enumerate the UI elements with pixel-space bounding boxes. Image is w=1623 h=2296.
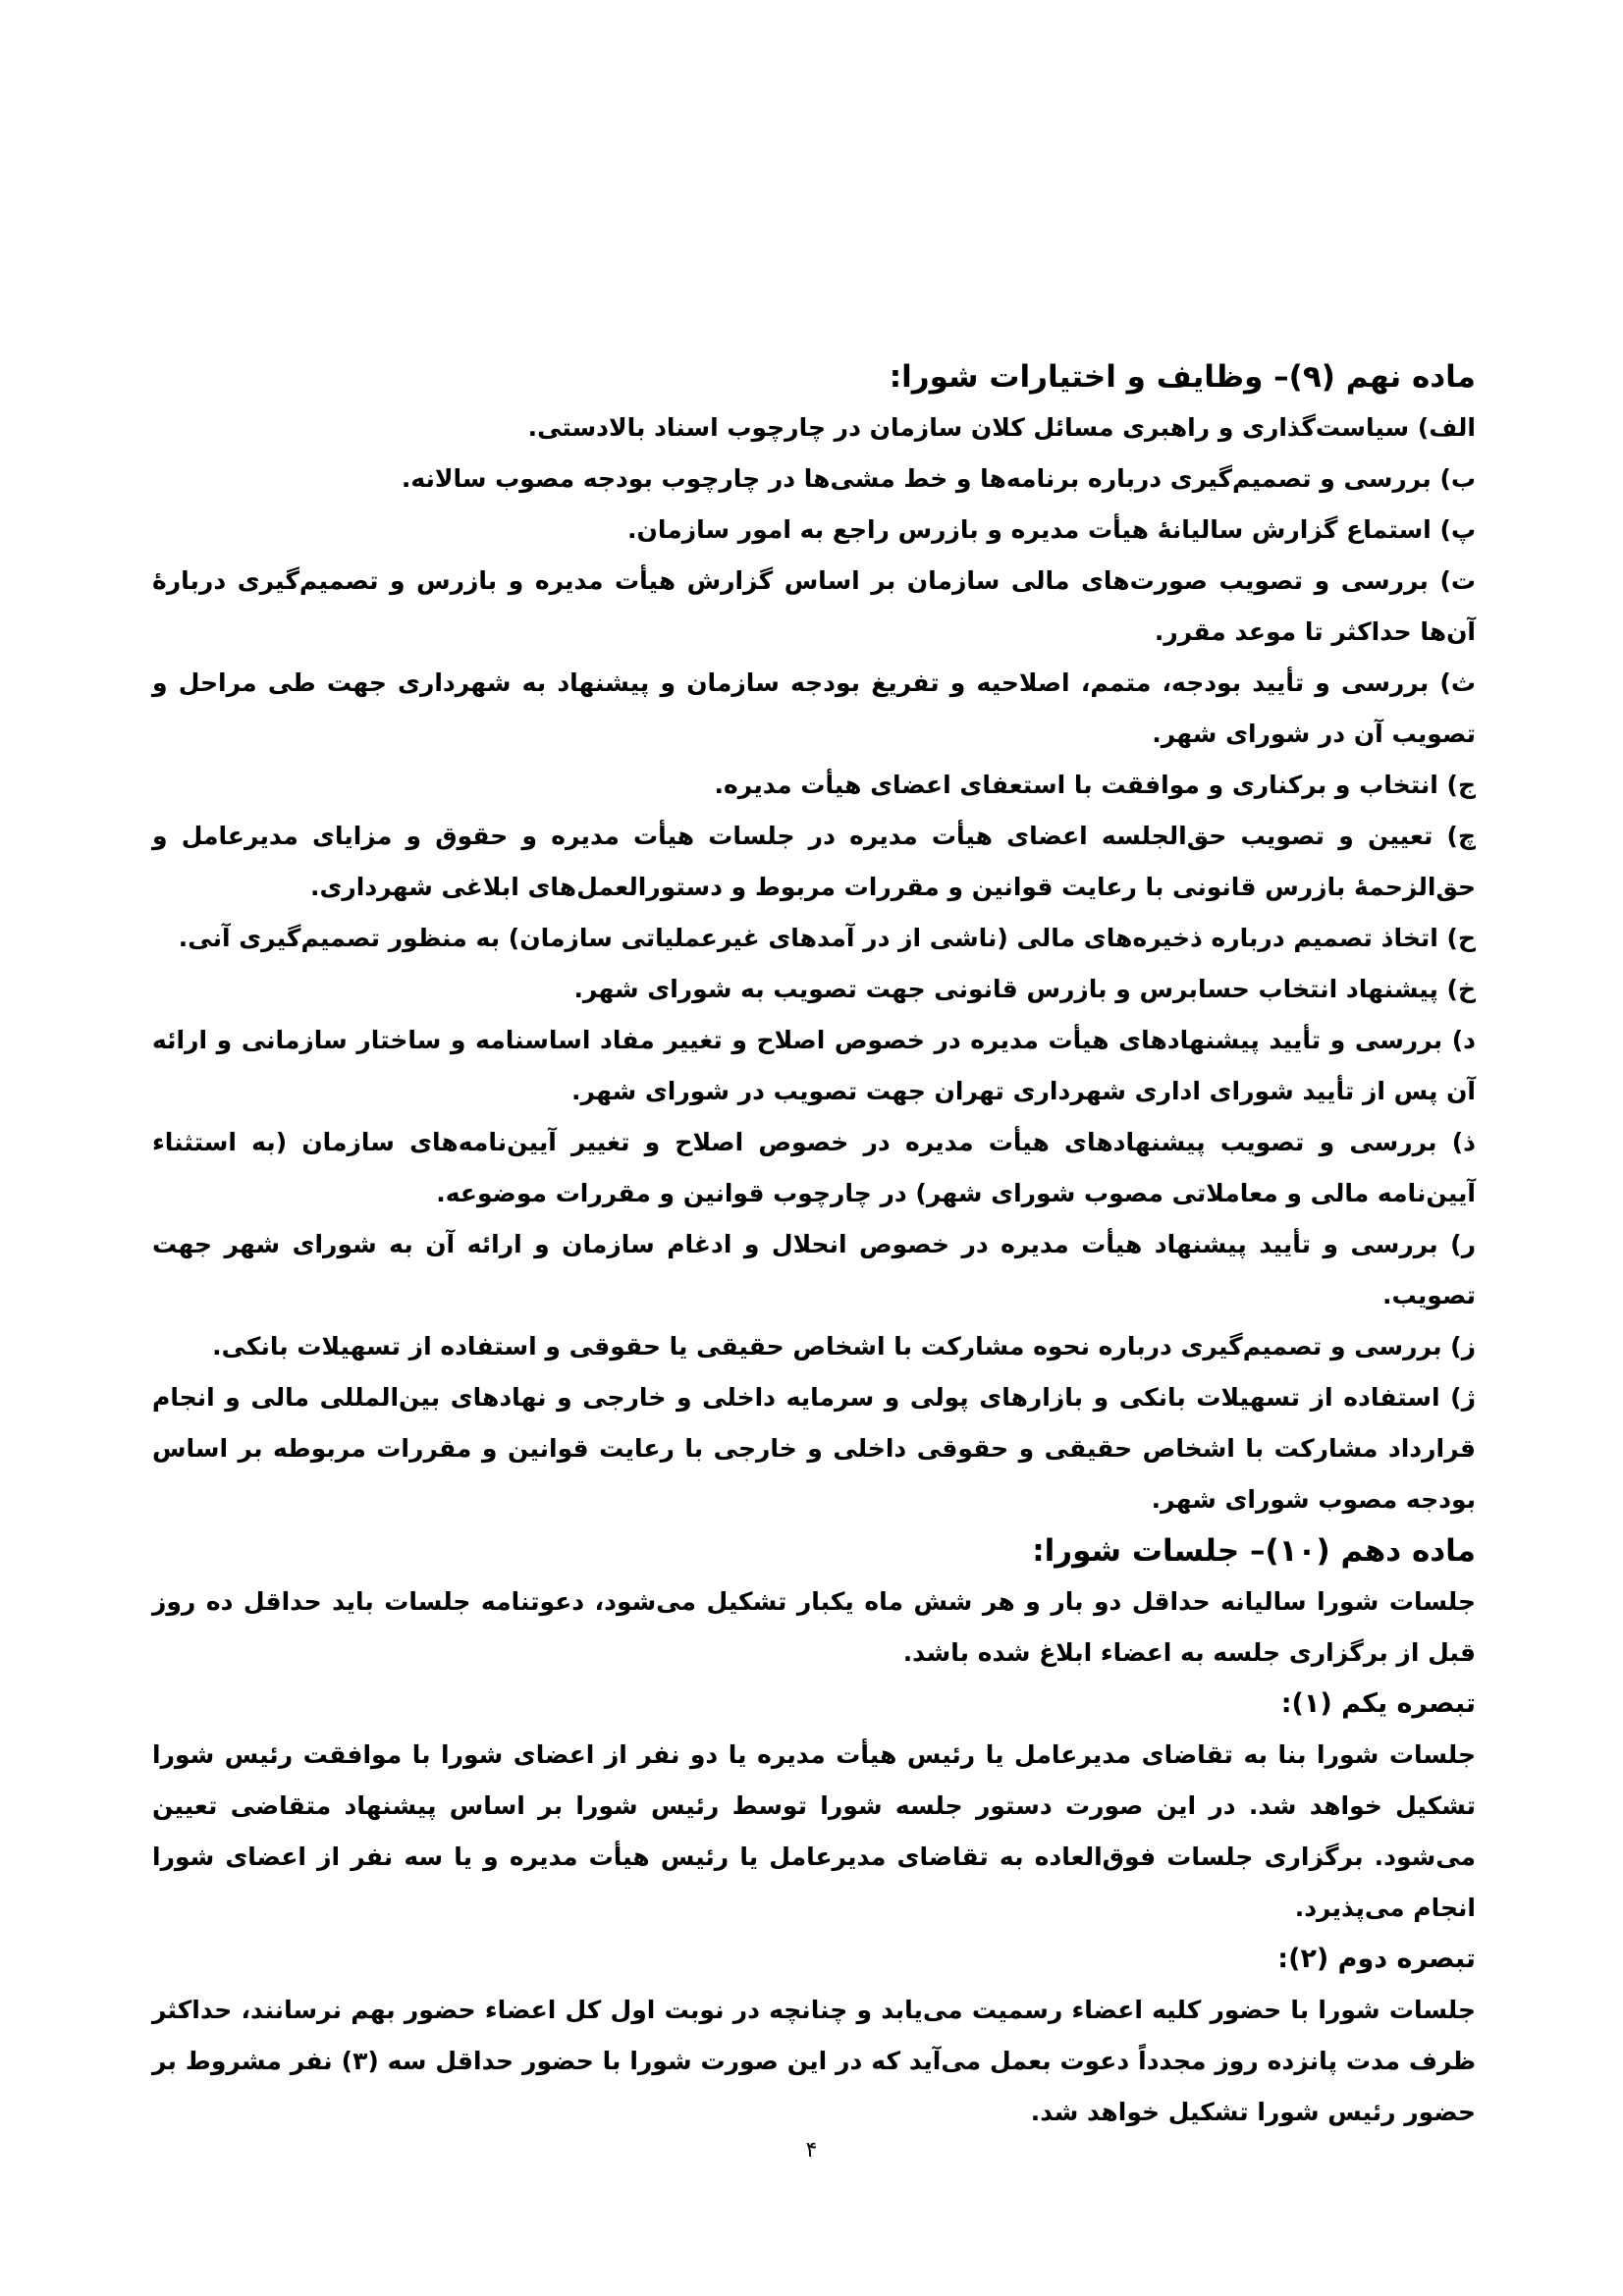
article-9-item-jim: ج) انتخاب و برکناری و موافقت با استعفای اعضای هیأت مدیره. [714,771,1476,799]
article-9-item-che: چ) تعیین و تصویب حق‌الجلسه اعضای هیأت مدیره در جلسات هیأت مدیره و حقوق و مزایای مدیرعامل و حق‌الزحمهٔ بازرس قانونی با رعایت قوانین و مقررات مربوط و دستورالعمل‌های ابلاغی شهرداری. [152,822,1476,901]
note-1-text: جلسات شورا بنا به تقاضای مدیرعامل یا رئیس هیأت مدیره یا دو نفر از اعضای شورا با موافقت رئیس شورا تشکیل خواهد شد. در این صورت دستور جلسه شورا توسط رئیس شورا بر اساس پیشنهاد متقاضی تعیین می‌شود. برگزاری جلسات فوق‌العاده به تقاضای مدیرعامل یا رئیس هیأت مدیره و یا سه نفر از اعضای شورا انجام می‌پذیرد. [152,1740,1476,1922]
article-9-item-ze: ز) بررسی و تصمیم‌گیری درباره نحوه مشارکت با اشخاص حقیقی یا حقوقی و استفاده از تسهیلات بانکی. [212,1332,1476,1361]
article-9-item-zhe: ژ) استفاده از تسهیلات بانکی و بازارهای پولی و سرمایه داخلی و خارجی و نهادهای بین‌المللی مالی و انجام قرارداد مشارکت با اشخاص حقیقی و حقوقی داخلی و خارجی با رعایت قوانین و مقررات مربوطه بر اساس بودجه مصوب شورای شهر. [152,1383,1476,1514]
article-9-item-dal: د) بررسی و تأیید پیشنهادهای هیأت مدیره در خصوص اصلاح و تغییر مفاد اساسنامه و ساختار سازمانی و ارائه آن پس از تأیید شورای اداری شهرداری تهران جهت تصویب در شورای شهر. [152,1026,1476,1105]
article-9-item-se: ث) بررسی و تأیید بودجه، متمم، اصلاحیه و تفریغ بودجه سازمان و پیشنهاد به شهرداری جهت طی مراحل و تصویب آن در شورای شهر. [152,668,1476,748]
note-1-title: تبصره یکم (۱): [1280,1688,1476,1719]
article-9-item-be: ب) بررسی و تصمیم‌گیری درباره برنامه‌ها و خط مشی‌ها در چارچوب بودجه مصوب سالانه. [401,464,1476,493]
page-number: ۴ [805,2138,818,2163]
article-10-intro: جلسات شورا سالیانه حداقل دو بار و هر شش ماه یکبار تشکیل می‌شود، دعوتنامه جلسات باید حداقل ده روز قبل از برگزاری جلسه به اعضاء ابلاغ شده باشد. [152,1587,1476,1667]
document-body [152,351,1476,2138]
article-9-item-khe: خ) پیشنهاد انتخاب حسابرس و بازرس قانونی جهت تصویب به شورای شهر. [573,975,1476,1003]
article-9-item-pe: پ) استماع گزارش سالیانهٔ هیأت مدیره و بازرس راجع به امور سازمان. [627,515,1476,544]
article-9-title: ماده نهم (۹)– وظایف و اختیارات شورا: [889,359,1476,395]
article-9-item-re: ر) بررسی و تأیید پیشنهاد هیأت مدیره در خصوص انحلال و ادغام سازمان و ارائه آن به شورای شهر جهت تصویب. [152,1230,1476,1309]
article-9-item-zal: ذ) بررسی و تصویب پیشنهادهای هیأت مدیره در خصوص اصلاح و تغییر آیین‌نامه‌های سازمان (به استثناء آیین‌نامه مالی و معاملاتی مصوب شورای شهر) در چارچوب قوانین و مقررات موضوعه. [152,1128,1476,1207]
article-9-item-he: ح) اتخاذ تصمیم درباره ذخیره‌های مالی (ناشی از در آمدهای غیرعملیاتی سازمان) به منظور تصمیم‌گیری آنی. [178,924,1476,952]
note-2-title: تبصره دوم (۲): [1277,1944,1476,1974]
article-9-item-alef: الف) سیاست‌گذاری و راهبری مسائل کلان سازمان در چارچوب اسناد بالادستی. [527,413,1476,442]
article-10-title: ماده دهم (۱۰)– جلسات شورا: [1032,1533,1476,1569]
note-2-text: جلسات شورا با حضور کلیه اعضاء رسمیت می‌یابد و چنانچه در نوبت اول کل اعضاء حضور بهم نرسانند، حداکثر ظرف مدت پانزده روز مجدداً دعوت بعمل می‌آید که در این صورت شورا با حضور حداقل سه (۳) نفر مشروط بر حضور رئیس شورا تشکیل خواهد شد. [152,1996,1476,2126]
article-9-item-te: ت) بررسی و تصویب صورت‌های مالی سازمان بر اساس گزارش هیأت مدیره و بازرس و تصمیم‌گیری دربارهٔ آن‌ها حداکثر تا موعد مقرر. [152,566,1476,646]
